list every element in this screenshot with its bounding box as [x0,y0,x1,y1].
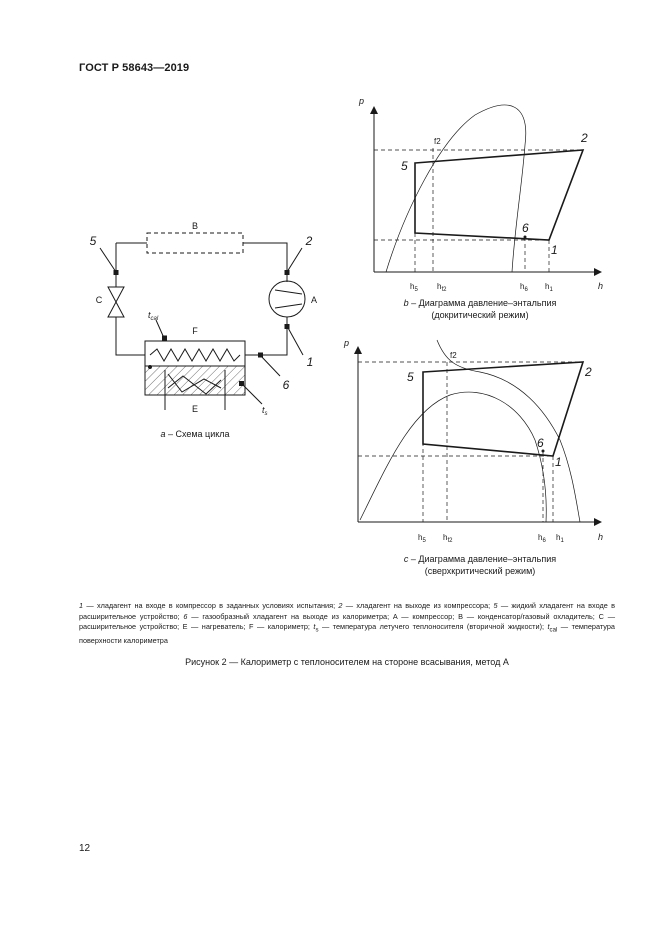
point-5: 5 [407,370,414,384]
label-e: E [191,404,199,414]
caption-a: a – Схема цикла [160,429,230,439]
page-number: 12 [79,843,91,854]
compressor-lines [275,290,302,308]
tick-h5: $h_5$ [418,533,426,544]
tick-hf2: $h_{f2}$ [437,282,447,293]
tick-h1: $h_1$ [545,282,553,293]
tick-h6: $h_6$ [538,533,546,544]
point-2: 2 [305,234,313,248]
label-t-s: $t_s$ [262,405,268,417]
caption-b: b – Диаграмма давление–энтальпия (докритический режим) [403,298,557,320]
label-h: h [598,281,604,291]
point-2: 2 [581,131,588,145]
label-c: C [95,295,103,305]
point-1: 1 [306,355,314,369]
cycle-b [415,150,583,240]
point-1: 1 [555,455,562,469]
condenser-box [147,233,243,253]
point-1: 1 [551,243,558,257]
document-header: ГОСТ Р 58643—2019 [79,62,190,74]
diagram-c [358,340,598,522]
point-6: 6 [282,378,290,392]
figure-legend: 1 — хладагент на входе в компрессор в заданных условиях испытания; 2 — хладагент на выходе из компрессора; 5 — жидкий хладагент на входе в расширительное устройство; 6 — газообразный хладагент на выходе из калориметра; A — компрессор; B — конденсатор/газовый охладитель; C — расширительное устройство; E — нагреватель; F — калориметр; $t_s$ — температура летучего теплоносителя (вторичной жидкости); $t_{cal}$ — температура поверхности калориметра [79,601,615,645]
secondary-fluid [145,366,245,395]
label-h: h [598,532,604,542]
point-2: 2 [585,365,592,379]
point-6: 6 [522,221,529,235]
label-f2: f2 [434,137,441,146]
diagram-b [374,105,598,272]
figure-caption: Рисунок 2 — Калориметр с теплоносителем на стороне всасывания, метод A [185,657,509,667]
pipe-right [245,317,287,355]
label-a: A [310,295,318,305]
label-p: p [359,96,365,106]
saturation-dome [386,105,526,272]
label-f2: f2 [450,351,457,360]
label-p: p [344,338,350,348]
label-b: B [191,221,199,231]
point-6: 6 [537,436,544,450]
expansion-valve [108,287,124,317]
pipe-top [116,243,287,282]
label-f: F [192,326,198,336]
point-5: 5 [401,159,408,173]
tick-hf2: $h_{f2}$ [443,533,453,544]
tick-h1: $h_1$ [556,533,564,544]
caption-c: c – Диаграмма давление–энтальпия (сверхкритический режим) [403,554,557,576]
tick-h5: $h_5$ [410,282,418,293]
label-t-cal: $t_{cal}$ [148,310,159,322]
tick-h6: $h_6$ [520,282,528,293]
saturation-dome [360,392,546,522]
point-5: 5 [89,234,97,248]
compressor-circle [269,281,305,317]
pipe-left [116,243,145,355]
dashed-guides [358,362,583,522]
heater-coil [150,349,240,361]
cycle-scheme [100,233,305,410]
